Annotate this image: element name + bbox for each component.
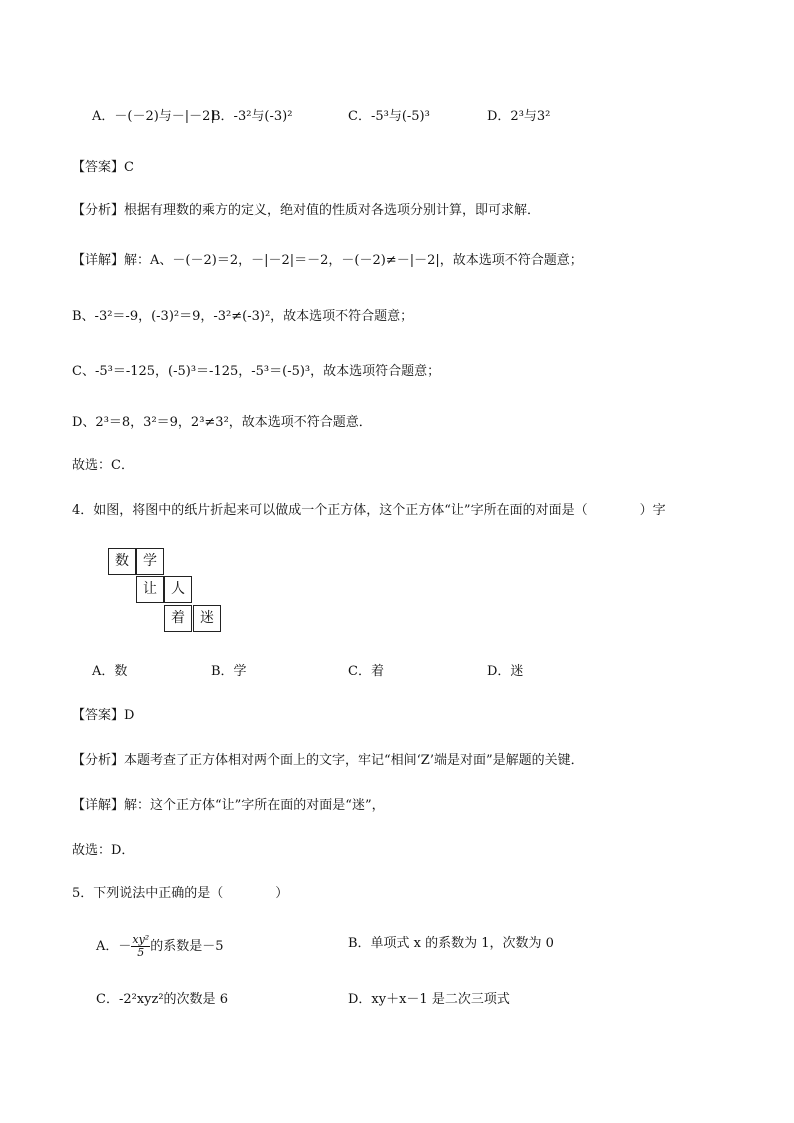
q3-detail-b: B、-3²＝-9，(-3)²＝9，-3²≠(-3)²，故本选项不符合题意；	[72, 309, 414, 324]
answer-value: D	[124, 708, 135, 723]
detail-label: 【详解】	[72, 798, 125, 813]
q5-stem: 5．下列说法中正确的是（ ）	[72, 886, 289, 901]
q3-option-b: B．-3²与(-3)²	[211, 109, 293, 124]
q5-option-b: B．单项式 x 的系数为 1，次数为 0	[348, 936, 554, 951]
q4-stem: 4．如图，将图中的纸片折起来可以做成一个正方体，这个正方体“让”字所在面的对面是（ ）字	[72, 503, 666, 518]
net-cell-4: 人	[164, 576, 192, 603]
q3-detail-d: D、2³＝8，3²＝9，2³≠3²，故本选项不符合题意．	[72, 415, 372, 430]
fraction-denominator: 5	[137, 946, 145, 959]
net-cell-3: 让	[136, 576, 164, 603]
q5-option-a-fraction	[131, 934, 150, 959]
analysis-label: 【分析】	[72, 203, 125, 218]
net-cell-2: 学	[136, 548, 164, 575]
q3-conclusion: 故选：C．	[72, 458, 134, 473]
answer-label: 【答案】	[72, 160, 125, 175]
q3-option-c: C．-5³与(-5)³	[348, 109, 430, 124]
q5-option-a-suffix: 的系数是－5	[150, 939, 224, 954]
q3-analysis	[72, 201, 540, 221]
q4-option-b: B．学	[211, 664, 247, 679]
q3-option-a: A．－(－2)与－|－2|	[92, 109, 215, 124]
answer-label: 【答案】	[72, 708, 125, 723]
q4-detail	[72, 796, 385, 816]
analysis-text: 本题考查了正方体相对两个面上的文字，牢记“相间‘Z’端是对面”是解题的关键．	[124, 753, 584, 768]
net-cell-6: 迷	[193, 605, 221, 632]
answer-value: C	[124, 160, 134, 175]
q4-option-a: A．数	[92, 664, 128, 679]
q4-conclusion: 故选：D．	[72, 843, 135, 858]
q3-option-d: D．2³与3²	[487, 109, 551, 124]
fraction-numerator: xy²	[132, 933, 150, 946]
q3-answer	[72, 158, 134, 178]
q4-answer	[72, 706, 134, 726]
q3-detail-c: C、-5³＝-125，(-5)³＝-125，-5³＝(-5)³，故本选项符合题意；	[72, 364, 441, 379]
analysis-text: 根据有理数的乘方的定义，绝对值的性质对各选项分别计算，即可求解．	[124, 203, 541, 218]
q4-option-d: D．迷	[487, 664, 524, 679]
q5-option-a	[96, 934, 224, 959]
detail-text: 解：A、－(－2)＝2，－|－2|＝－2，－(－2)≠－|－2|，故本选项不符合题意；	[124, 253, 583, 268]
q4-analysis	[72, 751, 584, 771]
q3-detail-a	[72, 251, 583, 271]
detail-text: 解：这个正方体“让”字所在面的对面是“迷”，	[124, 798, 385, 813]
net-cell-5: 着	[164, 605, 192, 632]
detail-label: 【详解】	[72, 253, 125, 268]
q5-option-c: C．-2²xyz²的次数是 6	[96, 992, 228, 1007]
q5-option-d: D．xy＋x－1 是二次三项式	[348, 992, 510, 1007]
net-cell-1: 数	[108, 548, 136, 575]
q4-option-c: C．着	[348, 664, 384, 679]
analysis-label: 【分析】	[72, 753, 125, 768]
q5-option-a-prefix: A．－	[96, 939, 132, 954]
